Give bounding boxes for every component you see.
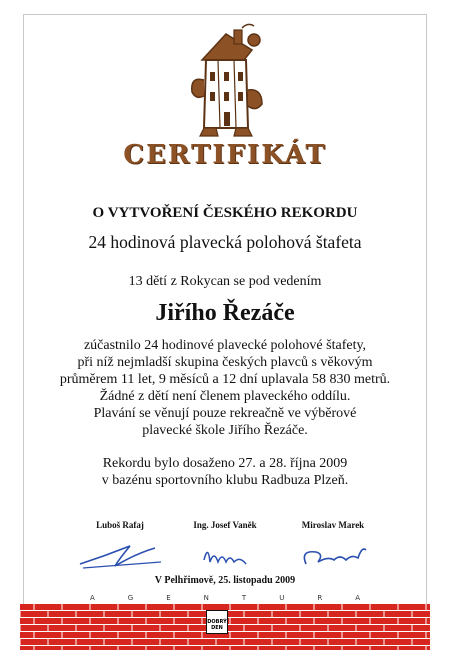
agency-letter: A [90, 594, 95, 602]
body-line: při níž nejmladší skupina českých plavců s věkovým [77, 355, 373, 370]
signatory-name: Luboš Rafaj [96, 520, 144, 530]
certificate-title: CERTIFIKÁT [123, 140, 327, 170]
body-line: zúčastnilo 24 hodinové plavecké polohové štafety, [83, 338, 367, 353]
agency-letter: G [127, 594, 134, 602]
signature-2 [190, 536, 260, 572]
record-line: Rekordu bylo dosaženo 27. a 28. října 2009 [102, 456, 348, 471]
place-date: V Pelhřimově, 25. listopadu 2009 [154, 575, 296, 586]
signatory-3 [268, 520, 398, 572]
dobry-den-badge: DOBRÝ DEN [206, 610, 228, 634]
body-line: Plavání se věnují pouze rekreačně ve výběrové [93, 406, 357, 421]
agency-letter: U [279, 594, 285, 602]
intro-text: 13 dětí z Rokycan se pod vedením [128, 274, 322, 289]
body-line: plavecké škole Jiřího Řezáče. [142, 423, 308, 438]
agency-letter: E [166, 594, 171, 602]
signature-3 [288, 536, 378, 572]
event-subheading: 24 hodinová plavecká polohová štafeta [88, 232, 362, 252]
signatory-name: Miroslav Marek [301, 520, 365, 530]
agency-letter: T [241, 594, 247, 602]
house-mascot-logo [182, 20, 270, 142]
agency-lettering [90, 594, 360, 602]
record-heading: O VYTVOŘENÍ ČESKÉHO REKORDU [92, 205, 358, 221]
leader-name: Jiřího Řezáče [155, 300, 295, 326]
body-line: Žádné z dětí není členem plaveckého oddílu. [99, 389, 351, 404]
agency-letter: A [355, 594, 360, 602]
signatory-name: Ing. Josef Vaněk [193, 520, 257, 530]
signature-1 [75, 536, 165, 572]
agency-letter: N [203, 594, 209, 602]
record-line: v bazénu sportovního klubu Radbuza Plzeň. [101, 473, 349, 488]
body-line: průměrem 11 let, 9 měsíců a 12 dní uplavala 58 830 metrů. [59, 372, 391, 387]
agency-letter: R [317, 594, 323, 602]
